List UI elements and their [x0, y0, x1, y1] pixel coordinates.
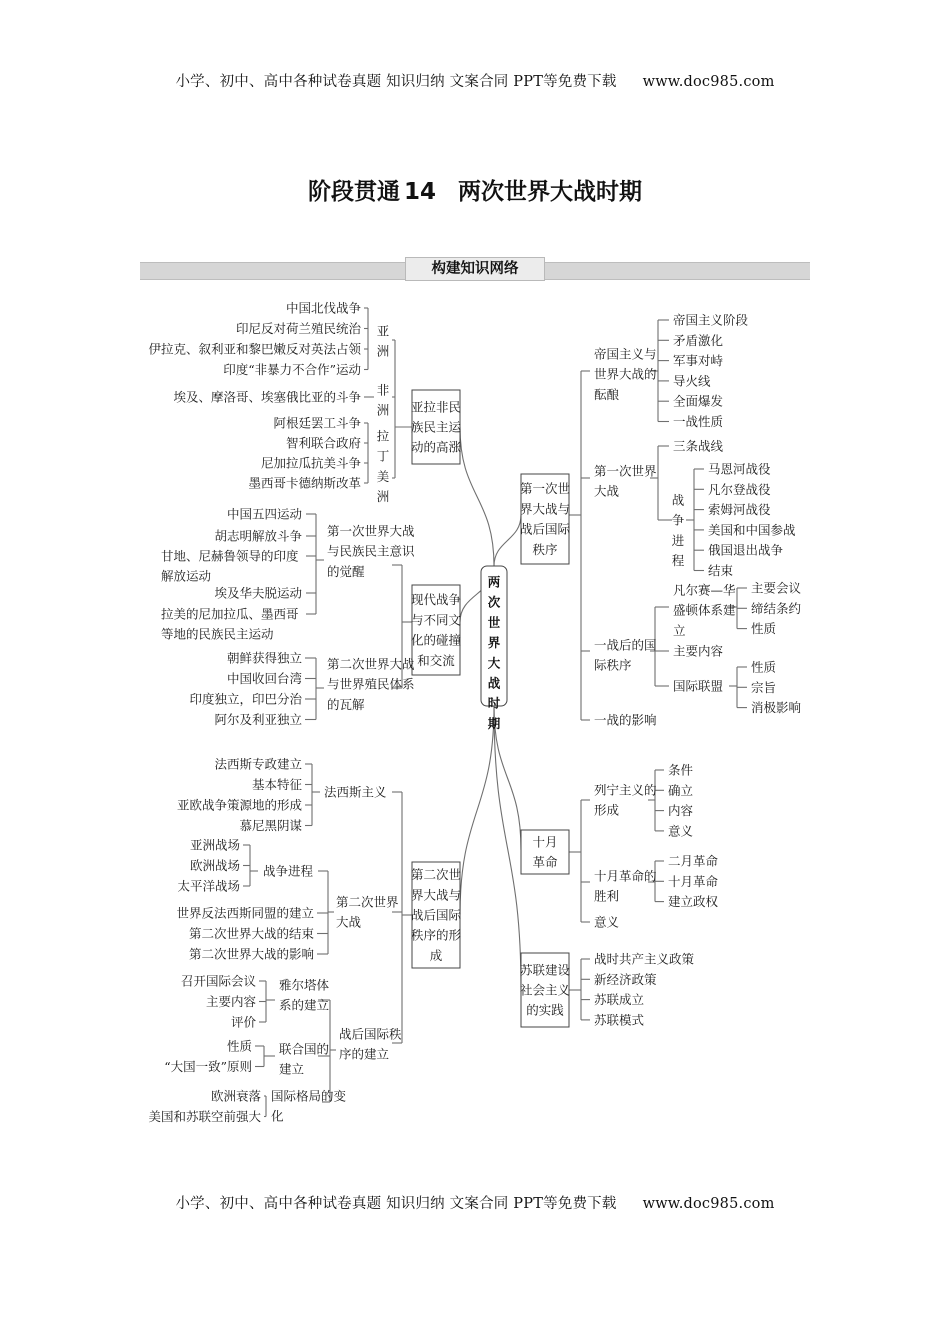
october-item: 二月革命 — [668, 853, 719, 869]
process-item: 俄国退出战争 — [708, 542, 784, 558]
title-subject: 两次世界大战时期 — [458, 179, 642, 205]
r1s1-item: 导火线 — [673, 373, 711, 389]
b2-s1-item: 中国五四运动 — [226, 506, 302, 522]
left-b3-s1: 法西斯主义 — [324, 784, 387, 800]
right-b1-s4: 一战的影响 — [594, 712, 657, 728]
yalta-item: 评价 — [230, 1014, 256, 1030]
b2-s2-item: 印度独立，印巴分治 — [189, 691, 302, 707]
left-b3-s3: 战后国际秩序的建立 — [339, 1026, 402, 1062]
b2-s2-item: 阿尔及利亚独立 — [214, 712, 302, 727]
left-b2-box: 现代战争与不同文化的碰撞和交流 — [410, 592, 462, 668]
pattern-item: 美国和苏联空前强大 — [148, 1109, 261, 1124]
b3-s1-item: 亚欧战争策源地的形成 — [176, 797, 302, 813]
right-b2-s3: 意义 — [594, 914, 620, 930]
footer-text: 小学、初中、高中各种试卷真题 知识归纳 文案合同 PPT等免费下载 — [175, 1196, 617, 1212]
right-b2-s2: 十月革命的胜利 — [594, 868, 657, 904]
league-title: 国际联盟 — [673, 678, 724, 694]
latam-item: 尼加拉瓜抗美斗争 — [260, 455, 361, 471]
ussr-item: 新经济政策 — [594, 971, 657, 987]
right-b2-box: 十月革命 — [532, 834, 558, 870]
left-b3-box: 第二次世界大战与战后国际秩序的形成 — [410, 867, 462, 963]
leninism-item: 内容 — [668, 803, 694, 819]
asia-item: 伊拉克、叙利亚和黎巴嫩反对英法占领 — [148, 341, 361, 357]
right-b1-s2: 第一次世界大战 — [594, 463, 657, 499]
left-b2-s1: 第一次世界大战与民族民主意识的觉醒 — [327, 523, 415, 579]
latam-item: 墨西哥卡德纳斯改革 — [248, 475, 361, 491]
three-fronts: 三条战线 — [673, 438, 724, 454]
leninism-item: 确立 — [668, 782, 694, 798]
main-content: 主要内容 — [673, 643, 724, 659]
center-node: 两次世界大战时期 — [487, 574, 501, 731]
league-item: 宗旨 — [751, 679, 777, 695]
r1s1-item: 军事对峙 — [673, 353, 724, 369]
b2-s1-item: 埃及华夫脱运动 — [214, 585, 302, 601]
latam-item: 阿根廷罢工斗争 — [273, 415, 361, 431]
un-title: 联合国的建立 — [279, 1041, 330, 1077]
process-item: 结束 — [708, 563, 734, 578]
header-site[interactable]: www.doc985.com — [642, 74, 775, 90]
left-b2-s2: 第二次世界大战与世界殖民体系的瓦解 — [327, 656, 415, 712]
war-progress-item: 欧洲战场 — [189, 858, 240, 873]
b2-s2-item: 中国收回台湾 — [226, 671, 302, 686]
b3-s1-item: 法西斯专政建立 — [214, 756, 302, 772]
left-b3-s2: 第二次世界大战 — [336, 894, 399, 930]
right-b2-s1: 列宁主义的形成 — [594, 782, 657, 818]
process-item: 美国和中国参战 — [708, 522, 796, 538]
r1s1-item: 一战性质 — [673, 414, 724, 429]
asia-item: 印尼反对荷兰殖民统治 — [235, 321, 361, 336]
ussr-item: 苏联成立 — [594, 992, 645, 1008]
process-item: 索姆河战役 — [708, 502, 771, 518]
b2-s1-item: 胡志明解放斗争 — [214, 528, 302, 544]
africa-label: 非洲 — [376, 382, 390, 418]
war-progress: 战争进程 — [263, 863, 314, 879]
asia-label: 亚洲 — [376, 323, 390, 359]
vw-item: 性质 — [751, 621, 777, 637]
vw-item: 缔结条约 — [751, 600, 802, 616]
league-item: 消极影响 — [751, 700, 802, 716]
war-progress-item: 太平洋战场 — [177, 878, 240, 894]
war-process-label: 战争进程 — [671, 492, 685, 569]
yalta-item: 主要内容 — [205, 994, 256, 1009]
title-prefix: 阶段贯通 — [307, 179, 400, 205]
r1s1-item: 矛盾激化 — [673, 332, 724, 348]
league-item: 性质 — [751, 659, 777, 675]
asia-item: 中国北伐战争 — [285, 300, 361, 316]
yalta-item: 召开国际会议 — [180, 973, 256, 989]
pattern-title: 国际格局的变化 — [271, 1088, 347, 1124]
war-progress-item: 亚洲战场 — [189, 837, 240, 853]
pattern-item: 欧洲衰落 — [210, 1088, 261, 1104]
africa-item: 埃及、摩洛哥、埃塞俄比亚的斗争 — [173, 389, 361, 405]
r1s1-item: 全面爆发 — [673, 393, 724, 409]
right-b1-s3: 一战后的国际秩序 — [594, 637, 657, 673]
b2-s1-item: 拉美的尼加拉瓜、墨西哥等地的民族民主运动 — [161, 606, 299, 642]
b2-s2-item: 朝鲜获得独立 — [226, 650, 302, 666]
wwii-item: 第二次世界大战的结束 — [188, 926, 314, 941]
b2-s1-item: 甘地、尼赫鲁领导的印度解放运动 — [161, 548, 299, 584]
right-b3-box: 苏联建设社会主义的实践 — [519, 962, 571, 1018]
section-label: 构建知识网络 — [405, 257, 545, 281]
process-item: 凡尔登战役 — [708, 481, 771, 497]
wwii-item: 世界反法西斯同盟的建立 — [176, 905, 314, 921]
leninism-item: 条件 — [668, 762, 694, 778]
header-text: 小学、初中、高中各种试卷真题 知识归纳 文案合同 PPT等免费下载 — [175, 74, 617, 90]
ussr-item: 苏联模式 — [594, 1012, 645, 1028]
right-b1-s1: 帝国主义与世界大战的酝酿 — [594, 346, 657, 402]
footer-site[interactable]: www.doc985.com — [642, 1196, 775, 1212]
title-number: 14 — [403, 179, 436, 205]
october-item: 十月革命 — [668, 873, 719, 889]
b3-s1-item: 基本特征 — [251, 777, 302, 792]
wwii-item: 第二次世界大战的影响 — [188, 946, 314, 962]
leninism-item: 意义 — [668, 823, 694, 839]
october-item: 建立政权 — [668, 894, 719, 910]
asia-item: 印度“非暴力不合作”运动 — [223, 362, 361, 377]
left-b1-box: 亚拉非民族民主运动的高涨 — [410, 399, 462, 455]
ussr-item: 战时共产主义政策 — [594, 951, 695, 967]
process-item: 马恩河战役 — [708, 461, 771, 477]
r1s1-item: 帝国主义阶段 — [673, 312, 749, 328]
vw-title: 凡尔赛—华盛顿体系建立 — [673, 582, 736, 638]
b3-s1-item: 慕尼黑阴谋 — [239, 818, 302, 833]
latam-item: 智利联合政府 — [285, 435, 361, 451]
page-footer — [0, 1192, 950, 1213]
right-b1-box: 第一次世界大战与战后国际秩序 — [519, 481, 571, 557]
un-item: “大国一致”原则 — [164, 1059, 252, 1074]
vw-item: 主要会议 — [751, 580, 802, 596]
latam-label: 拉丁美洲 — [376, 428, 390, 505]
un-item: 性质 — [226, 1038, 252, 1054]
mindmap-labels — [148, 301, 801, 1125]
yalta-title: 雅尔塔体系的建立 — [279, 977, 330, 1013]
